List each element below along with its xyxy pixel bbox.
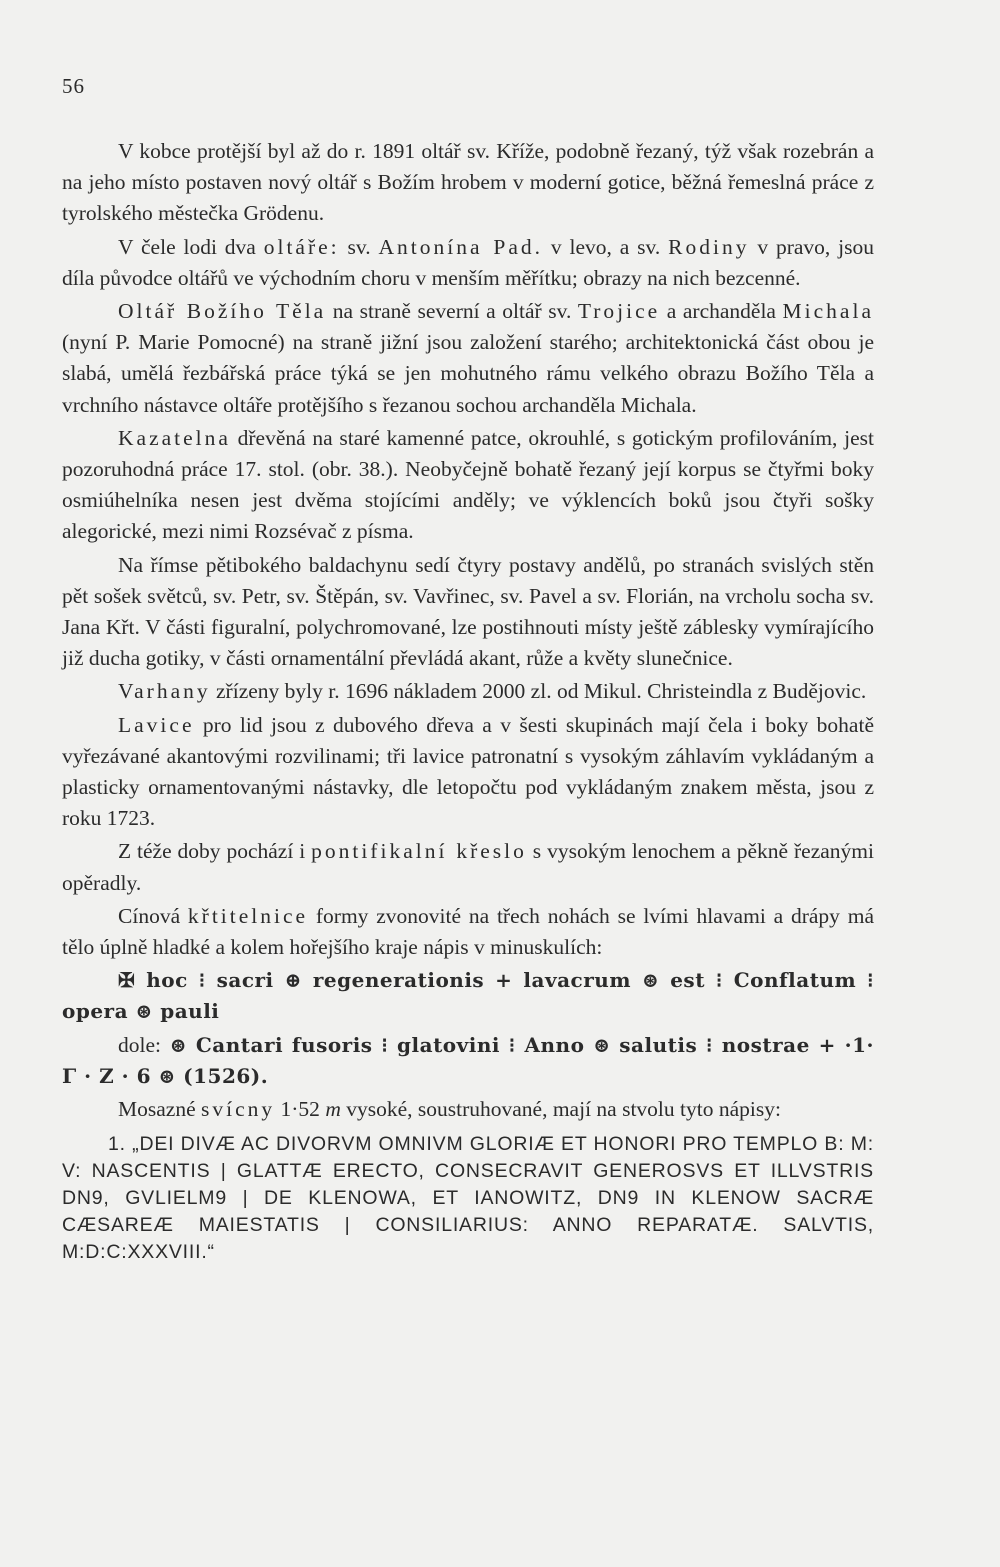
latin-inscription (62, 1131, 874, 1266)
text-span: a archanděla (660, 299, 783, 324)
spaced-term: Lavice (118, 712, 195, 737)
spaced-term: svícny (201, 1097, 276, 1122)
text-span: V čele lodi dva (118, 234, 264, 259)
inscription-text: ⊛ Cantari fusoris ⁝ glatovini ⁝ Anno ⊛ salutis ⁝ nostrae + ·1· Γ · Z · 6 ⊛ (1526). (62, 1032, 874, 1088)
inscription-minuscule-bottom (62, 1030, 874, 1092)
text-span: v pravo, jsou díla původce oltářů ve východním choru v menším měřítku; obrazy na nich bezcenné. (62, 234, 874, 290)
spaced-term: Antonína Pad. (378, 234, 543, 259)
paragraph-oltar-krize: V kobce protější byl až do r. 1891 oltář sv. Kříže, podobně řezaný, týž však rozebrán a na jeho místo postaven nový oltář s Božím hrobem v moderní gotice, běžná řemeslná práce z tyrolského městečka Grödenu. (62, 139, 874, 226)
paragraph-kreslo (62, 836, 874, 898)
body-text (62, 136, 874, 1266)
text-span: na straně severní a oltář sv. (326, 299, 578, 324)
spaced-term: Oltář Božího Těla (118, 299, 327, 324)
inscription-label: dole: (118, 1032, 161, 1057)
spaced-term: Rodiny (668, 234, 750, 259)
spaced-term: oltáře: (263, 234, 340, 259)
inscription-minuscule-top: ✠ hoc ⁝ sacri ⊕ regenerationis + lavacrum ⊛ est ⁝ Conflatum ⁝ opera ⊛ pauli (62, 968, 874, 1024)
text-span: (nyní P. Marie Pomocné) na straně jižní jsou založení starého; architektonická část obou je slabá, umělá řezbářská práce týká se jen mohutného rámu velkého obrazu Božího Těla a vrchního nástavce oltáře protějšího s řezanou sochou archanděla Michala. (62, 330, 874, 417)
text-span: Z téže doby pochází i (118, 839, 312, 864)
text-span: v levo, a sv. (543, 234, 669, 259)
text-span: s vysokým lenochem a pěkně řezanými opěradly. (62, 839, 874, 895)
text-span: sv. (339, 234, 379, 259)
paragraph-krtitelnice (62, 901, 874, 963)
paragraph-kazatelna (62, 423, 874, 548)
text-span: Cínová (118, 903, 188, 928)
spaced-term: Varhany (118, 679, 211, 704)
text-span: vysoké, soustruhované, mají na stvolu tyto nápisy: (340, 1097, 781, 1122)
spaced-term: pontifikalní křeslo (311, 839, 527, 864)
text-span: dřevěná na staré kamenné patce, okrouhlé, s gotickým profilováním, jest pozoruhodná práce 17. stol. (obr. 38.). Neobyčejně bohatě řezaný její korpus se čtyřmi boky osmiúhelníka nesen jest dvěma stojícími anděly; ve výklencích boků jsou čtyři sošky alegorické, mezi nimi Rozsévač z písma. (62, 425, 874, 544)
spaced-term: křtitelnice (187, 903, 309, 928)
latin-inscription-text: 1. „DEI DIVÆ AC DIVORVM OMNIVM GLORIÆ ET HONORI PRO TEMPLO B: M: V: NASCENTIS | GLATTÆ ERECTO, CONSECRAVIT GENEROSVS ET ILLVSTRIS DN9, GVLIELM9 | DE KLENOWA, ET IANOWITZ, DN9 IN KLENOW SACRÆ CÆSAREÆ MAIESTATIS | CONSILIARIUS: ANNO REPARATÆ. SALVTIS, M:D:C:XXXVIII.“ (62, 1133, 874, 1264)
paragraph-oltare-lodi (62, 232, 874, 294)
page-number: 56 (62, 74, 85, 98)
paragraph-oltar-bozího-tela (62, 296, 874, 421)
paragraph-lavice (62, 710, 874, 835)
text-span: Mosazné (118, 1097, 201, 1122)
unit-italic: m (325, 1097, 341, 1122)
text-span: 1·52 (275, 1097, 326, 1122)
paragraph-svicny (62, 1094, 874, 1125)
text-span: zřízeny byly r. 1696 nákladem 2000 zl. od Mikul. Christeindla z Budějovic. (210, 679, 867, 704)
spaced-term: Kazatelna (118, 425, 231, 450)
spaced-term: Trojice (577, 299, 661, 324)
text-span: formy zvonovité na třech nohách se lvími hlavami a drápy má tělo úplně hladké a kolem hořejšího kraje nápis v minuskulích: (62, 903, 874, 960)
paragraph-varhany (62, 676, 874, 707)
spaced-term: Michala (782, 299, 874, 324)
paragraph-baldachyn: Na římse pětibokého baldachynu sedí čtyry postavy andělů, po stranách svislých stěn pět sošek světců, sv. Petr, sv. Štěpán, sv. Vavřinec, sv. Pavel a sv. Florián, na vrcholu socha sv. Jana Křt. V části figuralní, polychromované, lze postihnouti místy ještě záblesky vymírajícího již ducha gotiky, v části ornamentální převládá akant, růže a květy slunečnice. (62, 552, 874, 671)
text-span: pro lid jsou z dubového dřeva a v šesti skupinách mají čela i boky bohatě vyřezávané akantovými rozvilinami; tři lavice patronatní s vysokým záhlavím vykládaným a plasticky ornamentovanými nástavky, dle letopočtu pod vykládaným znakem města, jsou z roku 1723. (62, 712, 874, 831)
